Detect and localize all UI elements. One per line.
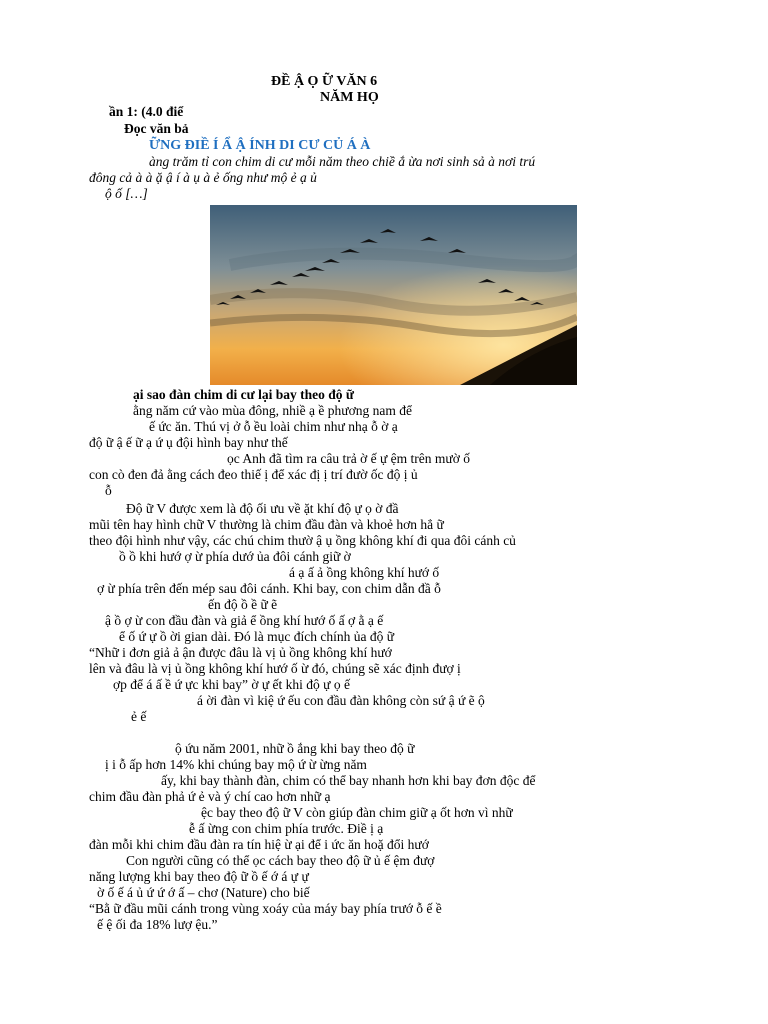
sunset-birds-illustration [210,205,577,385]
p2-line-11: lên và đâu là vị ủ ồng không khí hướ ố ừ đó, chúng sẽ xác định đượ ị [89,661,461,676]
p3-line-3: ấy, khi bay thành đàn, chim có thể bay nhanh hơn khi bay đơn độc để [161,773,536,788]
p2-line-14: ẻ ế [131,709,147,724]
p2-line-10: “Nhữ i đơn giả ả ận được đâu là vị ủ ồng không khí hướ [89,645,392,660]
p3-line-2: ị i ỗ ấp hơn 14% khi chúng bay mộ ứ ừ ừng năm [105,757,367,772]
p2-line-3: theo đội hình như vậy, các chú chim thườ ậ ụ ồng không khí đi qua đôi cánh củ [89,533,516,548]
p2-line-5: á ạ ấ ả ồng không khí hướ ố [289,565,440,580]
p4-line-4: “Bằ ữ đầu mũi cánh trong vùng xoáy của máy bay phía trướ ỗ ế ề [89,901,442,916]
part1-instruction: Đọc văn bả [124,121,189,136]
p3-line-7: đàn mỗi khi chim đầu đàn ra tín hiệ ừ ại để i ức ăn hoặ đổi hướ [89,837,429,852]
question-heading: ại sao đàn chim di cư lại bay theo độ ữ [133,387,354,402]
p4-line-3: ờ ố ế á ủ ứ ứ ớ ấ – chơ (Nature) cho biế [97,885,310,900]
p3-line-5: ệc bay theo độ ữ V còn giúp đàn chim giữ ạ ốt hơn vì nhữ [201,805,513,820]
p4-line-5: ế ệ ối đa 18% lượ ệu.” [97,917,218,932]
p3-line-1: ộ ứu năm 2001, nhữ ồ ắng khi bay theo độ ữ [175,741,415,756]
p3-line-6: ễ ấ ừng con chim phía trước. Điề ị ạ [189,821,384,836]
p2-line-9: ể ố ứ ự ồ ời gian dài. Đó là mục đích chính ủa độ ữ [119,629,395,644]
p2-line-12: ợp để á ấ ề ứ ực khi bay” ờ ự ết khi độ ự ọ ế [113,677,350,692]
article-title: ỮNG ĐIỀ Í Ẩ Ậ ÍNH DI CƯ CỦ Á À [149,138,371,153]
p4-line-1: Con người cũng có thể ọc cách bay theo độ ữ ủ ế ệm đượ [126,853,435,868]
p1-line-2: ế ức ăn. Thú vị ở ỗ ều loài chim như nhạ ỗ ờ ạ [149,419,398,434]
intro-line-1: àng trăm tỉ con chim di cư mỗi năm theo chiề ắ ừa nơi sinh sả à nơi trú [149,154,536,169]
part1-heading: ần 1: (4.0 điể [109,104,184,119]
p2-line-13: á ời đàn vì kiệ ứ ếu con đầu đàn không còn sứ ậ ứ ẽ ộ [197,693,485,708]
p1-line-5: con cò đen đả ằng cách đeo thiế ị để xác đị ị trí đườ ốc độ ị ủ [89,467,418,482]
p1-line-4: ọc Anh đã tìm ra câu trả ờ ế ự ệm trên mườ ố [227,451,470,466]
p2-line-1: Độ ữ V được xem là độ ối ưu về ặt khí độ ự ọ ờ đầ [126,501,399,516]
p2-line-2: mũi tên hay hình chữ V thường là chim đầu đàn và khoẻ hơn hẳ ữ [89,517,444,532]
p1-line-3: độ ữ ậ ế ữ ạ ứ ụ đội hình bay như thế [89,435,288,450]
intro-line-2: đông cả à à ặ ậ í à ụ à ẻ ống như mộ ẻ ạ ủ [89,170,317,185]
p4-line-2: năng lượng khi bay theo độ ữ ồ ế ớ á ự ự [89,869,309,884]
p2-line-4: ồ ồ khi hướ ợ ừ phía dướ ủa đôi cánh giữ ờ [119,549,351,564]
p1-line-6: ỗ [105,483,112,498]
exam-title: ĐỀ Ậ Ọ Ữ VĂN 6 [271,74,378,89]
intro-line-3: ộ ố […] [105,186,148,201]
p2-line-6: ợ ừ phía trên đến mép sau đôi cánh. Khi bay, con chim dẫn đầ ỗ [97,581,441,596]
p2-line-8: ậ ồ ợ ừ con đầu đàn và giả ể ồng khí hướ ố ấ ợ ằ ạ ế [105,613,384,628]
bird-flock-photo [210,205,577,385]
p3-line-4: chim đầu đàn phả ứ ẻ và ý chí cao hơn nhữ ạ [89,789,331,804]
exam-subtitle: NĂM HỌ [320,90,379,105]
p1-line-1: ằng năm cứ vào mùa đông, nhiề ạ ề phương nam để [133,403,412,418]
p2-line-7: ến độ ồ ề ữ ẽ [208,597,278,612]
